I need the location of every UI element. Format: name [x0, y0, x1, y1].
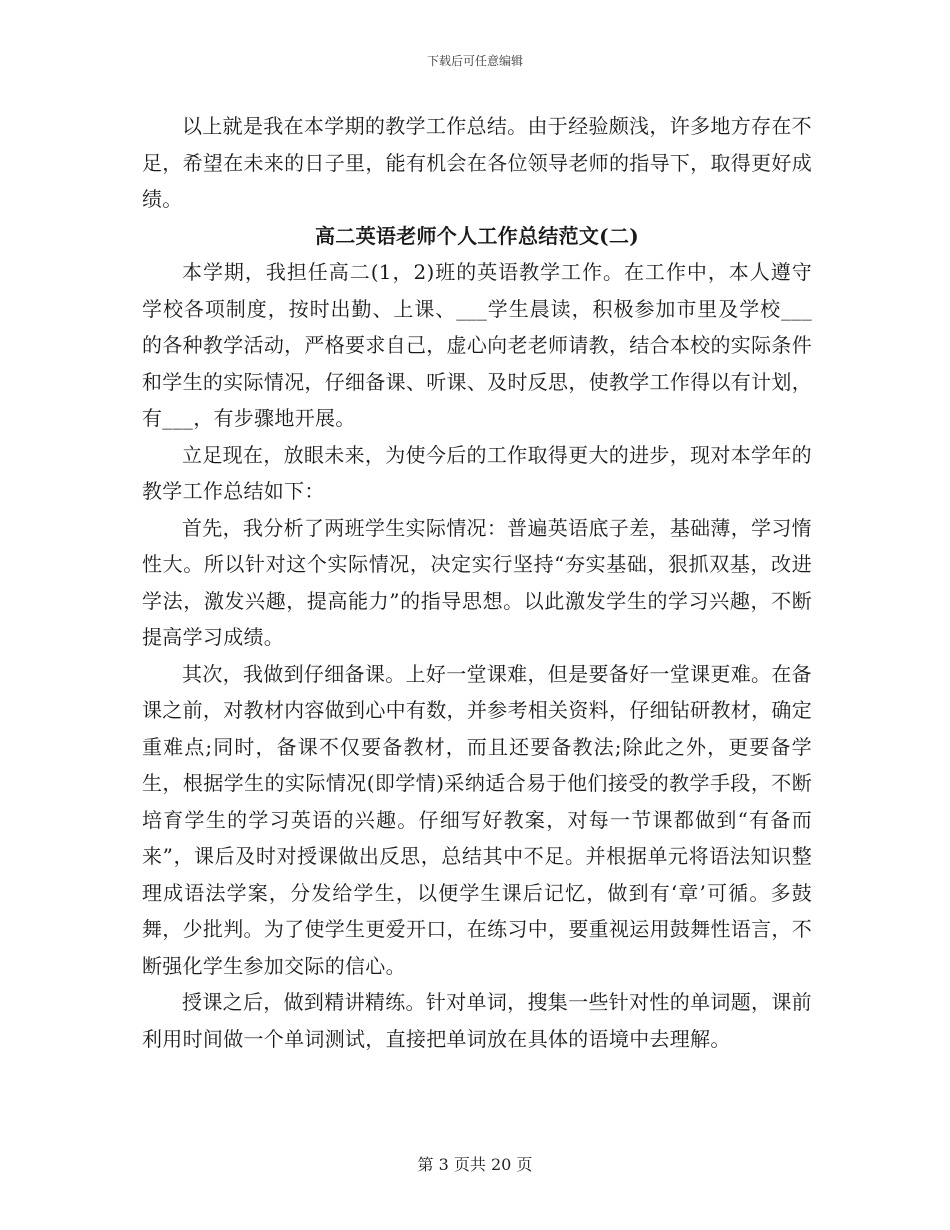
- paragraph-summary-lead: 立足现在，放眼未来，为使今后的工作取得更大的进步，现对本学年的教学工作总结如下：: [142, 442, 812, 503]
- page-footer: 第 3 页共 20 页: [417, 1155, 533, 1174]
- paragraph-second: 其次，我做到仔细备课。上好一堂课难，但是要备好一堂课更难。在备课之前，对教材内容做到心中有数，并参考相关资料，仔细钻研教材，确定重难点;同时，备课不仅要备教材，而且还要备教法;除此之外，更要备学生，根据学生的实际情况(即学情)采纳适合易于他们接受的教学手段，不断培育学生的学习英语的兴趣。仔细写好教案，对每一节课都做到“有备而来”，课后及时对授课做出反思，总结其中不足。并根据单元将语法知识整理成语法学案，分发给学生，以便学生课后记忆，做到有‘章’可循。多鼓舞，少批判。为了使学生更爱开口，在练习中，要重视运用鼓舞性语言，不断强化学生参加交际的信心。: [142, 661, 812, 978]
- section-title: 高二英语老师个人工作总结范文(二): [314, 223, 640, 248]
- paragraph-conclusion: 以上就是我在本学期的教学工作总结。由于经验颇浅，许多地方存在不足，希望在未来的日子里，能有机会在各位领导老师的指导下，取得更好成绩。: [142, 114, 812, 211]
- paragraph-first: 首先，我分析了两班学生实际情况：普遍英语底子差，基础薄，学习惰性大。所以针对这个实际情况，决定实行坚持“夯实基础，狠抓双基，改进学法，激发兴趣，提高能力”的指导思想。以此激发学生的学习兴趣，不断提高学习成绩。: [142, 515, 812, 649]
- paragraph-after-class: 授课之后，做到精讲精练。针对单词，搜集一些针对性的单词题，课前利用时间做一个单词测试，直接把单词放在具体的语境中去理解。: [142, 990, 812, 1051]
- paragraph-intro: 本学期，我担任高二(1，2)班的英语教学工作。在工作中，本人遵守学校各项制度，按时出勤、上课、___学生晨读，积极参加市里及学校___的各种教学活动，严格要求自己，虚心向老老师请教，结合本校的实际条件和学生的实际情况，仔细备课、听课、及时反思，使教学工作得以有计划，有___，有步骤地开展。: [142, 260, 812, 430]
- document-body: [142, 108, 812, 1057]
- page-header: 下载后可任意编辑: [426, 54, 523, 68]
